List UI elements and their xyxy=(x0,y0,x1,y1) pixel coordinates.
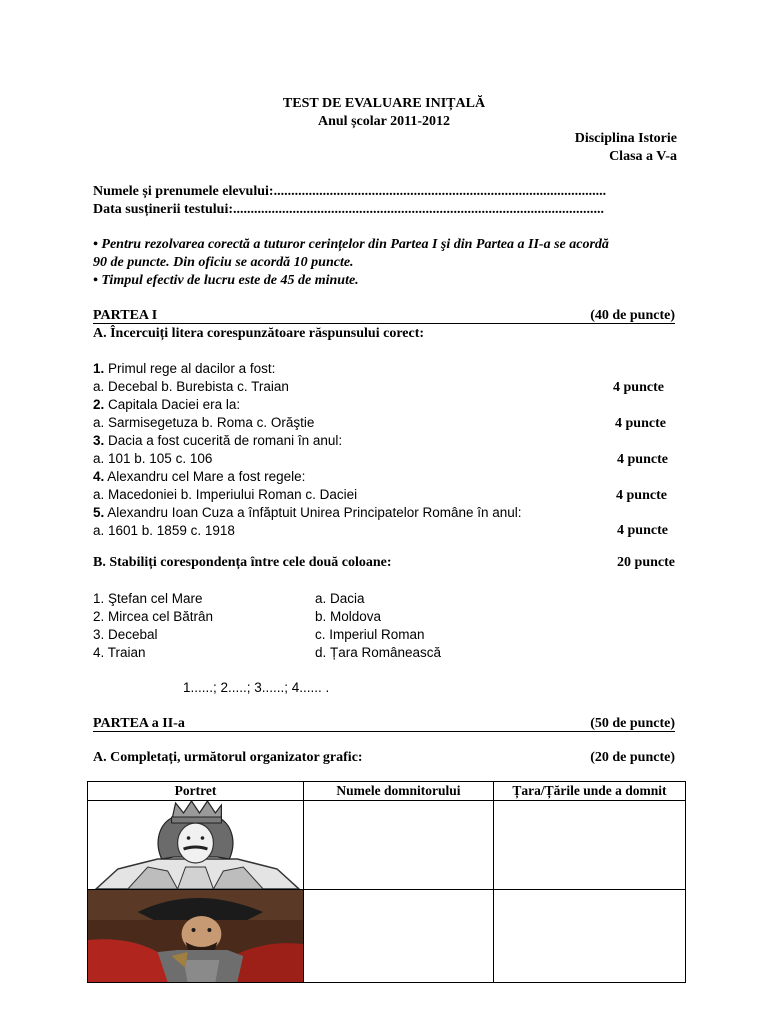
part2-title: PARTEA a II-a xyxy=(93,716,185,731)
question-2-points: 4 puncte xyxy=(615,416,666,431)
match-right-d: d. Țara Românească xyxy=(315,645,442,660)
question-4-points: 4 puncte xyxy=(616,488,667,503)
countries-cell-1[interactable] xyxy=(494,801,686,890)
header-countries: Țara/Țările unde a domnit xyxy=(494,782,686,801)
ruler-2-portrait xyxy=(88,890,303,982)
instruction-line-3: • Timpul efectiv de lucru este de 45 de minute. xyxy=(93,273,359,288)
question-number: 4. xyxy=(93,469,105,484)
test-date-line xyxy=(93,201,604,219)
header-portrait: Portret xyxy=(88,782,304,801)
question-number: 2. xyxy=(93,397,105,412)
match-left-3: 3. Decebal xyxy=(93,627,158,642)
graphic-organizer-table xyxy=(87,781,686,983)
question-text: Dacia a fost cucerită de romani în anul: xyxy=(104,433,343,448)
discipline-label: Disciplina Istorie xyxy=(574,131,677,146)
part1-title: PARTEA I xyxy=(93,308,158,323)
match-right-b: b. Moldova xyxy=(315,609,382,624)
question-number: 5. xyxy=(93,505,105,520)
match-right-c: c. Imperiul Roman xyxy=(315,627,425,642)
question-number: 1. xyxy=(93,361,105,376)
part2-underline xyxy=(93,731,675,732)
question-number: 3. xyxy=(93,433,105,448)
ruler-name-cell-1[interactable] xyxy=(304,801,494,890)
portrait-cell-1 xyxy=(88,801,304,890)
question-1-options: a. Decebal b. Burebista c. Traian xyxy=(93,379,289,394)
question-5 xyxy=(93,504,522,522)
question-4 xyxy=(93,468,305,486)
part1-sectionB-points: 20 puncte xyxy=(617,555,675,570)
student-name-label: Numele și prenumele elevului: xyxy=(93,184,274,199)
match-left-4: 4. Traian xyxy=(93,645,146,660)
question-4-options: a. Macedoniei b. Imperiului Roman c. Daciei xyxy=(93,487,358,502)
grade-label: Clasa a V-a xyxy=(609,149,677,164)
match-right-a: a. Dacia xyxy=(315,591,365,606)
question-2 xyxy=(93,396,240,414)
question-1 xyxy=(93,360,275,378)
test-title: TEST DE EVALUARE INIȚALĂ xyxy=(282,96,486,111)
part1-sectionA-title: A. Încercuiți litera corespunzătoare răspunsului corect: xyxy=(93,326,425,341)
question-2-options: a. Sarmisegetuza b. Roma c. Orăştie xyxy=(93,415,315,430)
countries-cell-2[interactable] xyxy=(494,890,686,983)
instruction-line-1: • Pentru rezolvarea corectă a tuturor cerințelor din Partea I şi din Partea a II-a se acordă xyxy=(93,237,609,252)
ruler-name-cell-2[interactable] xyxy=(304,890,494,983)
instruction-line-2: 90 de puncte. Din oficiu se acordă 10 puncte. xyxy=(93,255,354,270)
question-5-points: 4 puncte xyxy=(617,523,668,538)
part2-points: (50 de puncte) xyxy=(590,716,675,731)
school-year: Anul școlar 2011-2012 xyxy=(318,114,450,129)
question-5-options: a. 1601 b. 1859 c. 1918 xyxy=(93,523,235,538)
question-text: Capitala Daciei era la: xyxy=(104,397,241,412)
student-name-line xyxy=(93,183,606,201)
stefan-cel-mare-portrait xyxy=(88,801,303,889)
match-left-1: 1. Ştefan cel Mare xyxy=(93,591,203,606)
portrait-cell-2 xyxy=(88,890,304,983)
header-ruler-name: Numele domnitorului xyxy=(304,782,494,801)
question-3-options: a. 101 b. 105 c. 106 xyxy=(93,451,213,466)
student-name-dots: ............................................................................................... xyxy=(273,184,607,199)
match-left-2: 2. Mircea cel Bătrân xyxy=(93,609,214,624)
part1-points: (40 de puncte) xyxy=(590,308,675,323)
question-text: Alexandru Ioan Cuza a înfăptuit Unirea Principatelor Române în anul: xyxy=(104,505,522,520)
question-3-points: 4 puncte xyxy=(617,452,668,467)
match-answer-line: 1......; 2.....; 3......; 4...... . xyxy=(183,680,330,695)
question-text: Alexandru cel Mare a fost regele: xyxy=(104,469,306,484)
test-date-label: Data susținerii testului: xyxy=(93,202,233,217)
question-3 xyxy=(93,432,342,450)
part2-sectionA-points: (20 de puncte) xyxy=(590,750,675,765)
question-text: Primul rege al dacilor a fost: xyxy=(104,361,276,376)
question-1-points: 4 puncte xyxy=(613,380,664,395)
test-date-dots: .......................................................................................................... xyxy=(233,202,604,217)
part1-underline xyxy=(93,323,675,324)
part2-sectionA-title: A. Completați, următorul organizator grafic: xyxy=(93,750,363,765)
part1-sectionB-title: B. Stabiliți corespondența între cele două coloane: xyxy=(93,555,392,570)
